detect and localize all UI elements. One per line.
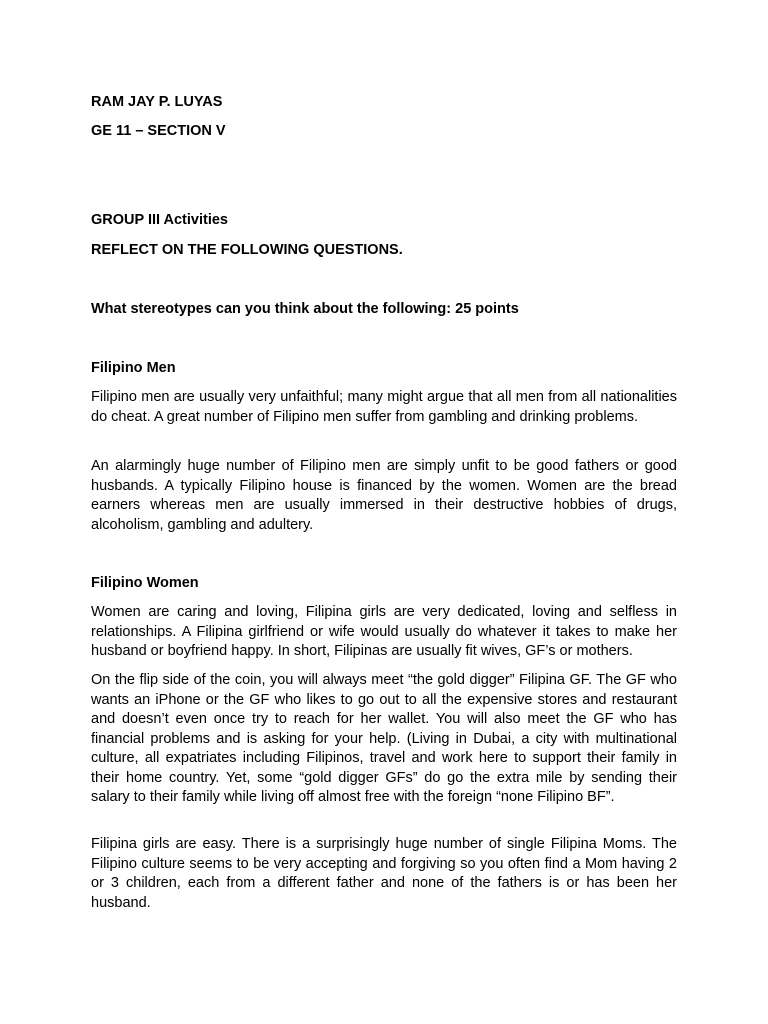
- group-title: GROUP III Activities: [91, 212, 228, 228]
- paragraph: Women are caring and loving, Filipina girls are very dedicated, loving and selfless in relationships. A Filipina girlfriend or wife would usually do whatever it takes to make her husband or boyfriend happy. In short, Filipinas are usually fit wives, GF’s or mothers.: [91, 604, 677, 659]
- paragraph: Filipina girls are easy. There is a surprisingly huge number of single Filipina Moms. The Filipino culture seems to be very accepting and forgiving so you often find a Mom having 2 or 3 children, each from a different father and none of the fathers is or has been her husband.: [91, 836, 677, 911]
- paragraph: Filipino men are usually very unfaithful; many might argue that all men from all nationalities do cheat. A great number of Filipino men suffer from gambling and drinking problems.: [91, 389, 677, 425]
- paragraph: An alarmingly huge number of Filipino men are simply unfit to be good fathers or good husbands. A typically Filipino house is financed by the women. Women are the bread earners whereas men are usually immersed in their destructive hobbies of drugs, alcoholism, gambling and adultery.: [91, 458, 677, 533]
- instruction-heading: REFLECT ON THE FOLLOWING QUESTIONS.: [91, 242, 403, 258]
- course-section: GE 11 – SECTION V: [91, 123, 226, 139]
- section-heading-filipino-men: Filipino Men: [91, 360, 176, 376]
- paragraph: On the flip side of the coin, you will always meet “the gold digger” Filipina GF. The GF who wants an iPhone or the GF who likes to go out to all the expensive stores and restaurant and doesn’t even once try to reach for her wallet. You will also meet the GF who has financial problems and is asking for your help. (Living in Dubai, a city with multinational culture, all expatriates including Filipinos, travel and work here to support their family in their home country. Yet, some “gold digger GFs” do go the extra mile by sending their salary to their family while living off almost free with the foreign “none Filipino BF”.: [91, 672, 677, 805]
- question-text: What stereotypes can you think about the following: 25 points: [91, 301, 519, 317]
- author-name: RAM JAY P. LUYAS: [91, 94, 223, 110]
- section-heading-filipino-women: Filipino Women: [91, 575, 199, 591]
